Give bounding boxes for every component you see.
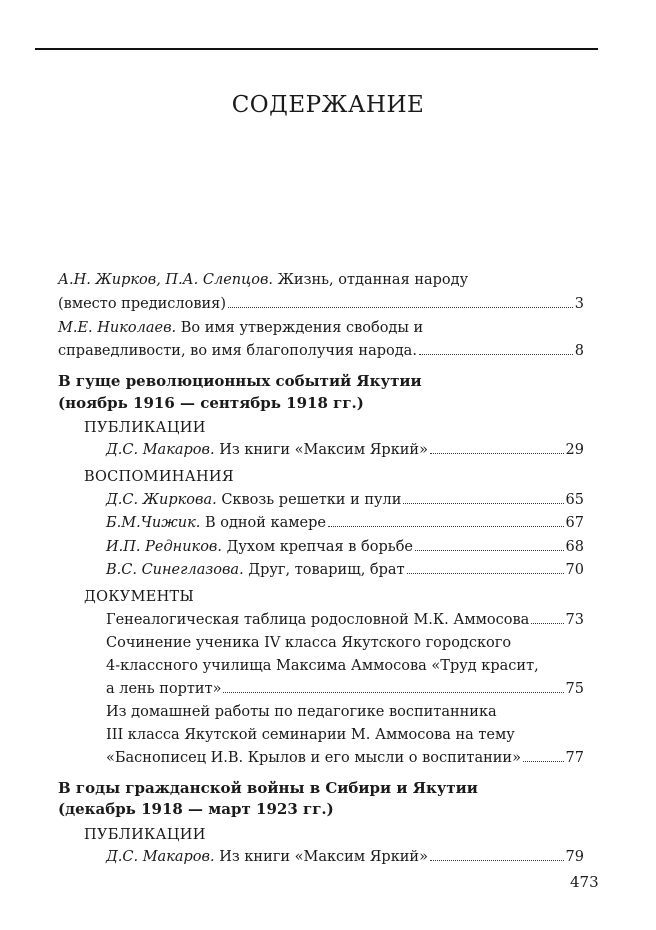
section-2-publications-heading: ПУБЛИКАЦИИ xyxy=(84,827,206,843)
toc-entry-text xyxy=(106,440,428,460)
toc-entry xyxy=(106,490,584,510)
toc-entry-author: В.С. Синеглазова. xyxy=(106,562,244,578)
section-2-title-line1: В годы гражданской войны в Сибири и Якутии xyxy=(58,779,478,797)
leader-dots xyxy=(430,453,564,454)
section-2-title-line2: (декабрь 1918 — март 1923 гг.) xyxy=(58,800,334,818)
toc-entry-title: Из книги «Максим Яркий» xyxy=(219,849,428,865)
leader-dots xyxy=(407,573,564,574)
toc-entry-author: Д.С. Макаров. xyxy=(106,442,215,458)
header-rule xyxy=(35,48,598,50)
page-ref: 79 xyxy=(565,849,584,865)
section-1-documents-heading: ДОКУМЕНТЫ xyxy=(84,589,195,605)
page-ref: 3 xyxy=(574,296,584,312)
leader-dots xyxy=(223,692,563,693)
toc-entry xyxy=(106,610,584,630)
toc-entry xyxy=(106,748,584,768)
page-ref: 70 xyxy=(565,562,584,578)
page-ref: 73 xyxy=(565,612,584,628)
page-ref: 8 xyxy=(574,343,584,359)
page-ref: 29 xyxy=(565,442,584,458)
toc-entry xyxy=(106,560,584,580)
toc-entry-text xyxy=(106,847,428,867)
leader-dots xyxy=(403,503,563,504)
toc-entry-title: Сквозь решетки и пули xyxy=(221,492,402,508)
doc-1-text: Генеалогическая таблица родословной М.К. Аммосова xyxy=(106,612,530,628)
intro-2-author: М.Е. Николаев. xyxy=(58,320,177,336)
toc-entry-title: Духом крепчая в борьбе xyxy=(226,539,414,555)
page-ref: 68 xyxy=(565,539,584,555)
toc-entry-author: Д.С. Макаров. xyxy=(106,849,215,865)
page-ref: 75 xyxy=(565,681,584,697)
intro-1-title: Жизнь, отданная народу xyxy=(277,272,469,288)
doc-2-line1: Сочинение ученика IV класса Якутского городского xyxy=(106,635,512,651)
toc-entry-text xyxy=(106,560,405,580)
leader-dots xyxy=(228,307,573,308)
toc-entry xyxy=(106,513,584,533)
section-1-title-line1: В гуще революционных событий Якутии xyxy=(58,372,422,390)
page-ref: 65 xyxy=(565,492,584,508)
toc-entry-author: И.П. Редников. xyxy=(106,539,222,555)
page-ref: 77 xyxy=(565,750,584,766)
toc-entry-text xyxy=(106,537,413,557)
toc-entry-title: Из книги «Максим Яркий» xyxy=(219,442,428,458)
leader-dots xyxy=(531,623,563,624)
doc-3-line1: Из домашней работы по педагогике воспитанника xyxy=(106,704,497,720)
leader-dots xyxy=(415,550,564,551)
leader-dots xyxy=(430,860,564,861)
intro-1-author: А.Н. Жирков, П.А. Слепцов. xyxy=(58,272,274,288)
toc-entry-text xyxy=(106,513,326,533)
intro-1-line2: (вместо предисловия) xyxy=(58,296,226,312)
section-1-title-line2: (ноябрь 1916 — сентябрь 1918 гг.) xyxy=(58,394,364,412)
intro-2-line2: справедливости, во имя благополучия народа. xyxy=(58,343,417,359)
toc-entry-author: Д.С. Жиркова. xyxy=(106,492,217,508)
page-ref: 67 xyxy=(565,515,584,531)
section-1-publications-heading: ПУБЛИКАЦИИ xyxy=(84,420,206,436)
doc-3-line3: «Баснописец И.В. Крылов и его мысли о воспитании» xyxy=(106,750,521,766)
leader-dots xyxy=(419,354,573,355)
page-title: СОДЕРЖАНИЕ xyxy=(231,92,425,118)
doc-3-line2: III класса Якутской семинарии М. Аммосова на тему xyxy=(106,727,515,743)
toc-entry-title: Друг, товарищ, брат xyxy=(248,562,405,578)
toc-entry xyxy=(58,341,584,361)
page-number: 473 xyxy=(570,873,599,891)
leader-dots xyxy=(328,526,564,527)
toc-entry-author: Б.М.Чижик. xyxy=(106,515,201,531)
toc-entry-title: В одной камере xyxy=(204,515,326,531)
doc-2-line2: 4-классного училища Максима Аммосова «Труд красит, xyxy=(106,658,539,674)
intro-1-line1 xyxy=(58,270,468,290)
leader-dots xyxy=(523,761,564,762)
toc-entry xyxy=(106,537,584,557)
toc-entry xyxy=(106,440,584,460)
toc-entry xyxy=(106,679,584,699)
toc-entry-text xyxy=(106,490,401,510)
toc-entry xyxy=(106,847,584,867)
doc-2-line3: а лень портит» xyxy=(106,681,222,697)
intro-2-line1 xyxy=(58,318,423,338)
section-1-memoirs-heading: ВОСПОМИНАНИЯ xyxy=(84,469,234,485)
toc-entry xyxy=(58,294,584,314)
intro-2-title: Во имя утверждения свободы и xyxy=(180,320,424,336)
